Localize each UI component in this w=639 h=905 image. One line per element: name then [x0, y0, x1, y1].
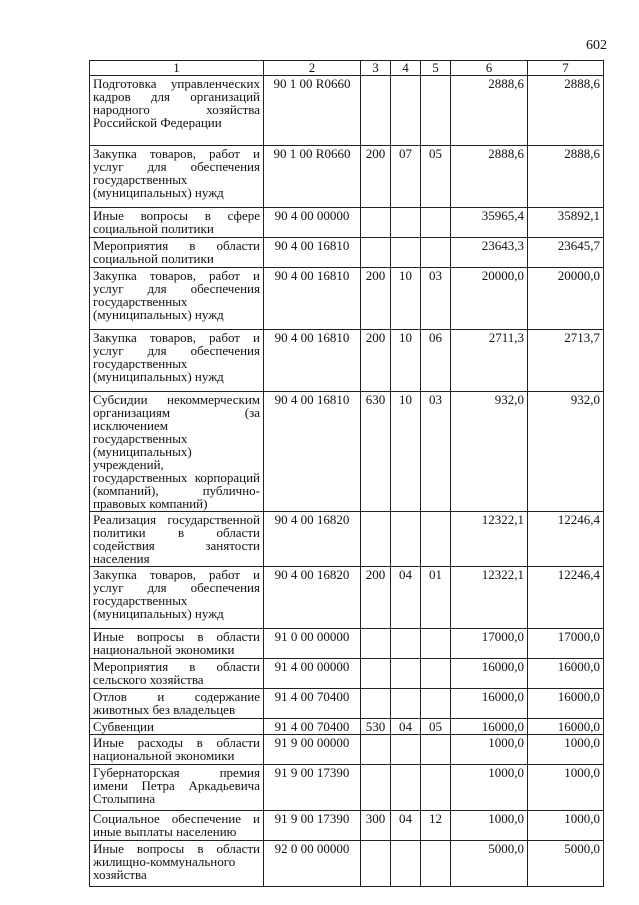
row-expense-type-cell	[361, 208, 391, 238]
row-section-cell	[391, 76, 421, 146]
row-name-cell: Отлов и содержание животных без владельцев	[90, 689, 264, 719]
row-value-col7-cell: 16000,0	[528, 659, 604, 689]
table-row	[90, 392, 604, 512]
row-code-cell: 91 9 00 00000	[264, 735, 361, 765]
row-value-col6-cell: 23643,3	[451, 238, 528, 268]
row-value-col7-cell: 932,0	[528, 392, 604, 512]
row-code-cell: 90 4 00 00000	[264, 208, 361, 238]
row-name-cell: Иные вопросы в области жилищно-коммунального хозяйства	[90, 841, 264, 887]
row-section-cell	[391, 765, 421, 811]
table-row	[90, 811, 604, 841]
row-code-cell: 90 4 00 16820	[264, 512, 361, 567]
row-expense-type-cell: 200	[361, 146, 391, 208]
row-value-col6-cell: 1000,0	[451, 735, 528, 765]
row-code-cell: 90 1 00 R0660	[264, 146, 361, 208]
row-value-col6-cell: 2711,3	[451, 330, 528, 392]
row-value-col7-cell: 12246,4	[528, 567, 604, 629]
row-value-col7-cell: 2713,7	[528, 330, 604, 392]
row-subsection-cell: 06	[421, 330, 451, 392]
row-value-col6-cell: 5000,0	[451, 841, 528, 887]
row-code-cell: 91 4 00 00000	[264, 659, 361, 689]
row-name-cell: Подготовка управленческих кадров для организаций народного хозяйства Российской Федерации	[90, 76, 264, 146]
row-expense-type-cell: 630	[361, 392, 391, 512]
row-name-cell: Губернаторская премия имени Петра Аркадьевича Столыпина	[90, 765, 264, 811]
row-value-col7-cell: 17000,0	[528, 629, 604, 659]
table-row	[90, 208, 604, 238]
row-section-cell: 04	[391, 811, 421, 841]
row-section-cell: 04	[391, 567, 421, 629]
row-code-cell: 91 4 00 70400	[264, 719, 361, 735]
table-row	[90, 146, 604, 208]
row-section-cell	[391, 659, 421, 689]
row-value-col6-cell: 2888,6	[451, 146, 528, 208]
row-section-cell: 10	[391, 330, 421, 392]
col-header-4: 4	[391, 61, 421, 76]
row-code-cell: 90 4 00 16810	[264, 392, 361, 512]
row-name-cell: Социальное обеспечение и иные выплаты населению	[90, 811, 264, 841]
row-expense-type-cell	[361, 76, 391, 146]
row-subsection-cell	[421, 765, 451, 811]
row-section-cell: 10	[391, 392, 421, 512]
table-row	[90, 659, 604, 689]
row-expense-type-cell	[361, 689, 391, 719]
table-row	[90, 765, 604, 811]
row-name-cell: Субвенции	[90, 719, 264, 735]
row-name-cell: Закупка товаров, работ и услуг для обеспечения государственных (муниципальных) нужд	[90, 146, 264, 208]
row-name-cell: Реализация государственной политики в области содействия занятости населения	[90, 512, 264, 567]
table-row	[90, 629, 604, 659]
col-header-5: 5	[421, 61, 451, 76]
row-name-cell: Закупка товаров, работ и услуг для обеспечения государственных (муниципальных) нужд	[90, 268, 264, 330]
row-expense-type-cell: 530	[361, 719, 391, 735]
row-subsection-cell: 12	[421, 811, 451, 841]
row-value-col6-cell: 35965,4	[451, 208, 528, 238]
row-code-cell: 91 0 00 00000	[264, 629, 361, 659]
row-subsection-cell: 01	[421, 567, 451, 629]
row-section-cell: 07	[391, 146, 421, 208]
col-header-1: 1	[90, 61, 264, 76]
row-value-col7-cell: 16000,0	[528, 719, 604, 735]
row-subsection-cell	[421, 659, 451, 689]
row-subsection-cell	[421, 512, 451, 567]
row-code-cell: 91 9 00 17390	[264, 811, 361, 841]
row-expense-type-cell	[361, 765, 391, 811]
row-name-cell: Иные вопросы в сфере социальной политики	[90, 208, 264, 238]
table-row	[90, 238, 604, 268]
table-row	[90, 76, 604, 146]
table-row	[90, 689, 604, 719]
row-expense-type-cell: 200	[361, 268, 391, 330]
row-name-cell: Иные вопросы в области национальной экономики	[90, 629, 264, 659]
row-value-col7-cell: 1000,0	[528, 735, 604, 765]
row-name-cell: Закупка товаров, работ и услуг для обеспечения государственных (муниципальных) нужд	[90, 567, 264, 629]
row-value-col6-cell: 17000,0	[451, 629, 528, 659]
row-value-col6-cell: 1000,0	[451, 765, 528, 811]
row-name-cell: Закупка товаров, работ и услуг для обеспечения государственных (муниципальных) нужд	[90, 330, 264, 392]
row-value-col7-cell: 2888,6	[528, 146, 604, 208]
row-value-col6-cell: 16000,0	[451, 719, 528, 735]
row-subsection-cell	[421, 629, 451, 659]
row-code-cell: 90 4 00 16810	[264, 268, 361, 330]
row-expense-type-cell: 200	[361, 330, 391, 392]
table-row	[90, 841, 604, 887]
table-row	[90, 719, 604, 735]
row-subsection-cell: 03	[421, 392, 451, 512]
table-row	[90, 567, 604, 629]
row-value-col7-cell: 1000,0	[528, 811, 604, 841]
row-subsection-cell	[421, 689, 451, 719]
row-value-col6-cell: 2888,6	[451, 76, 528, 146]
col-header-3: 3	[361, 61, 391, 76]
row-code-cell: 92 0 00 00000	[264, 841, 361, 887]
row-section-cell	[391, 629, 421, 659]
row-expense-type-cell	[361, 659, 391, 689]
row-name-cell: Мероприятия в области сельского хозяйства	[90, 659, 264, 689]
row-value-col7-cell: 1000,0	[528, 765, 604, 811]
table-row	[90, 268, 604, 330]
row-code-cell: 90 4 00 16810	[264, 238, 361, 268]
row-expense-type-cell: 300	[361, 811, 391, 841]
row-value-col6-cell: 16000,0	[451, 689, 528, 719]
row-name-cell: Мероприятия в области социальной политики	[90, 238, 264, 268]
page-number: 602	[586, 38, 607, 53]
row-subsection-cell	[421, 841, 451, 887]
row-section-cell: 10	[391, 268, 421, 330]
table-row	[90, 735, 604, 765]
table-row	[90, 330, 604, 392]
col-header-6: 6	[451, 61, 528, 76]
col-header-2: 2	[264, 61, 361, 76]
row-value-col6-cell: 12322,1	[451, 512, 528, 567]
row-code-cell: 90 4 00 16820	[264, 567, 361, 629]
row-expense-type-cell	[361, 629, 391, 659]
row-subsection-cell: 05	[421, 146, 451, 208]
row-section-cell	[391, 512, 421, 567]
row-subsection-cell: 05	[421, 719, 451, 735]
table-row	[90, 512, 604, 567]
row-value-col7-cell: 5000,0	[528, 841, 604, 887]
row-code-cell: 90 1 00 R0660	[264, 76, 361, 146]
row-section-cell: 04	[391, 719, 421, 735]
row-value-col7-cell: 23645,7	[528, 238, 604, 268]
row-value-col7-cell: 16000,0	[528, 689, 604, 719]
row-subsection-cell	[421, 735, 451, 765]
row-value-col6-cell: 932,0	[451, 392, 528, 512]
header-row	[90, 61, 604, 76]
row-section-cell	[391, 238, 421, 268]
row-value-col7-cell: 2888,6	[528, 76, 604, 146]
row-code-cell: 91 9 00 17390	[264, 765, 361, 811]
row-section-cell	[391, 689, 421, 719]
row-section-cell	[391, 735, 421, 765]
row-value-col6-cell: 12322,1	[451, 567, 528, 629]
row-subsection-cell: 03	[421, 268, 451, 330]
row-expense-type-cell	[361, 735, 391, 765]
row-value-col7-cell: 35892,1	[528, 208, 604, 238]
row-name-cell: Иные расходы в области национальной экономики	[90, 735, 264, 765]
row-code-cell: 91 4 00 70400	[264, 689, 361, 719]
row-expense-type-cell	[361, 238, 391, 268]
row-value-col6-cell: 20000,0	[451, 268, 528, 330]
row-expense-type-cell: 200	[361, 567, 391, 629]
row-section-cell	[391, 208, 421, 238]
row-value-col7-cell: 12246,4	[528, 512, 604, 567]
row-value-col6-cell: 16000,0	[451, 659, 528, 689]
row-section-cell	[391, 841, 421, 887]
row-value-col6-cell: 1000,0	[451, 811, 528, 841]
budget-table	[89, 60, 604, 887]
row-code-cell: 90 4 00 16810	[264, 330, 361, 392]
row-expense-type-cell	[361, 512, 391, 567]
row-name-cell: Субсидии некоммерческим организациям (за исключением государственных (муниципальных) учреждений, государственных корпораций (компаний), публично-правовых компаний)	[90, 392, 264, 512]
row-expense-type-cell	[361, 841, 391, 887]
row-subsection-cell	[421, 76, 451, 146]
row-value-col7-cell: 20000,0	[528, 268, 604, 330]
row-subsection-cell	[421, 238, 451, 268]
col-header-7: 7	[528, 61, 604, 76]
row-subsection-cell	[421, 208, 451, 238]
